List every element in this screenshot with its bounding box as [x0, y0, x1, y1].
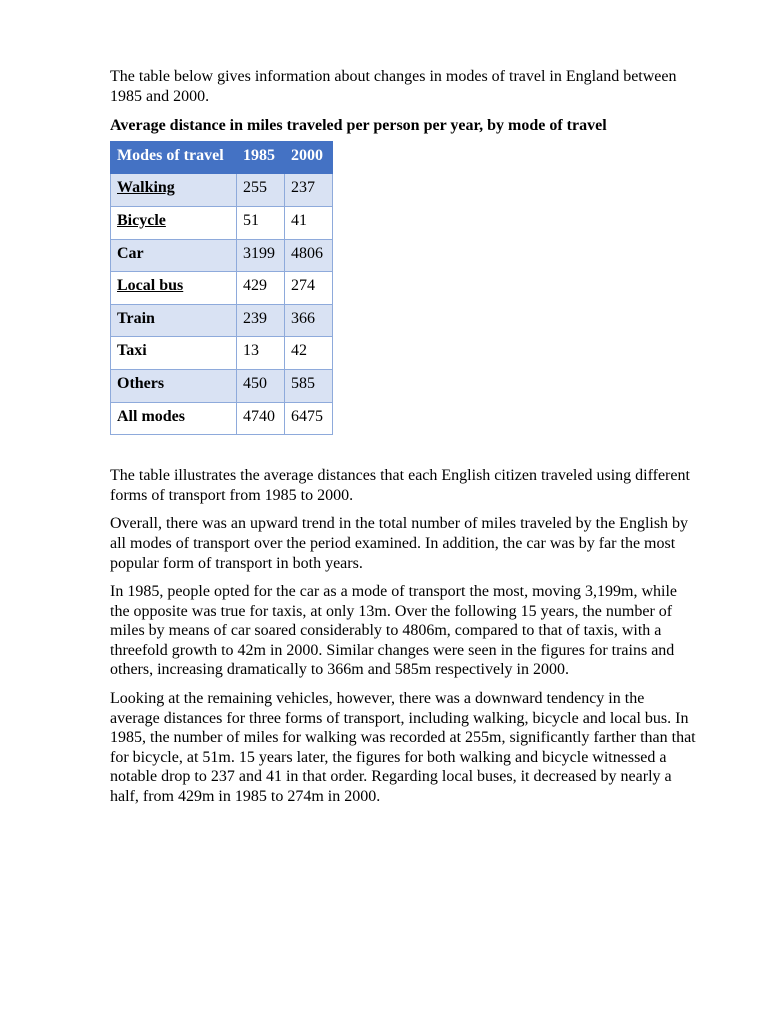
table-row — [111, 239, 333, 272]
body-paragraph-4: Looking at the remaining vehicles, however, there was a downward tendency in the average distances for three forms of transport, including walking, bicycle and local bus. In 1985, the number of miles for walking was recorded at 255m, significantly farther than that for bicycle, at 51m. 15 years later, the figures for both walking and bicycle witnessed a notable drop to 237 and 41 in that order. Regarding local buses, it decreased by nearly a half, from 429m in 1985 to 274m in 2000. — [110, 690, 696, 806]
row-mode-label: Taxi — [117, 342, 147, 360]
row-mode-cell — [111, 272, 237, 305]
row-mode-label: All modes — [117, 407, 185, 425]
header-1985: 1985 — [237, 141, 285, 174]
row-mode-cell — [111, 304, 237, 337]
body-paragraph-2: Overall, there was an upward trend in the total number of miles traveled by the English by all modes of transport over the period examined. In addition, the car was by far the most popular form of transport in both years. — [110, 515, 689, 572]
row-mode-cell — [111, 402, 237, 435]
row-mode-cell — [111, 174, 237, 207]
row-1985-cell: 255 — [237, 174, 285, 207]
row-1985-cell: 4740 — [237, 402, 285, 435]
body-paragraph-3: In 1985, people opted for the car as a mode of transport the most, moving 3,199m, while the opposite was true for taxis, at only 13m. Over the following 15 years, the number of miles by means of car soared considerably to 4806m, compared to that of taxis, with a threefold growth to 42m in 2000. Similar changes were seen in the figures for trains and others, increasing dramatically to 366m and 585m respectively in 2000. — [110, 583, 677, 679]
table-row — [111, 369, 333, 402]
table-row — [111, 304, 333, 337]
row-mode-label: Car — [117, 244, 144, 262]
row-2000-cell: 6475 — [285, 402, 333, 435]
row-2000-cell: 41 — [285, 206, 333, 239]
header-modes: Modes of travel — [111, 141, 237, 174]
row-1985-cell: 239 — [237, 304, 285, 337]
row-mode-label: Others — [117, 374, 165, 392]
travel-table — [110, 141, 333, 435]
row-mode-cell — [111, 337, 237, 370]
table-title: Average distance in miles traveled per person per year, by mode of travel — [110, 117, 607, 135]
intro-paragraph: The table below gives information about changes in modes of travel in England between 1985 and 2000. — [110, 68, 677, 105]
table-row — [111, 402, 333, 435]
document-page — [110, 67, 698, 816]
row-2000-cell: 274 — [285, 272, 333, 305]
row-1985-cell: 450 — [237, 369, 285, 402]
row-2000-cell: 366 — [285, 304, 333, 337]
body-paragraph-1: The table illustrates the average distances that each English citizen traveled using different forms of transport from 1985 to 2000. — [110, 467, 690, 504]
row-1985-cell: 429 — [237, 272, 285, 305]
row-1985-cell: 51 — [237, 206, 285, 239]
row-2000-cell: 585 — [285, 369, 333, 402]
table-row — [111, 174, 333, 207]
table-row — [111, 272, 333, 305]
row-2000-cell: 42 — [285, 337, 333, 370]
row-mode-label: Bicycle — [117, 211, 166, 229]
row-mode-label: Walking — [117, 179, 175, 197]
table-header-row — [111, 141, 333, 174]
row-mode-cell — [111, 206, 237, 239]
header-2000: 2000 — [285, 141, 333, 174]
row-2000-cell: 4806 — [285, 239, 333, 272]
row-mode-cell — [111, 239, 237, 272]
row-1985-cell: 3199 — [237, 239, 285, 272]
table-row — [111, 337, 333, 370]
row-1985-cell: 13 — [237, 337, 285, 370]
row-mode-label: Train — [117, 309, 155, 327]
row-mode-cell — [111, 369, 237, 402]
table-row — [111, 206, 333, 239]
row-2000-cell: 237 — [285, 174, 333, 207]
row-mode-label: Local bus — [117, 277, 184, 295]
